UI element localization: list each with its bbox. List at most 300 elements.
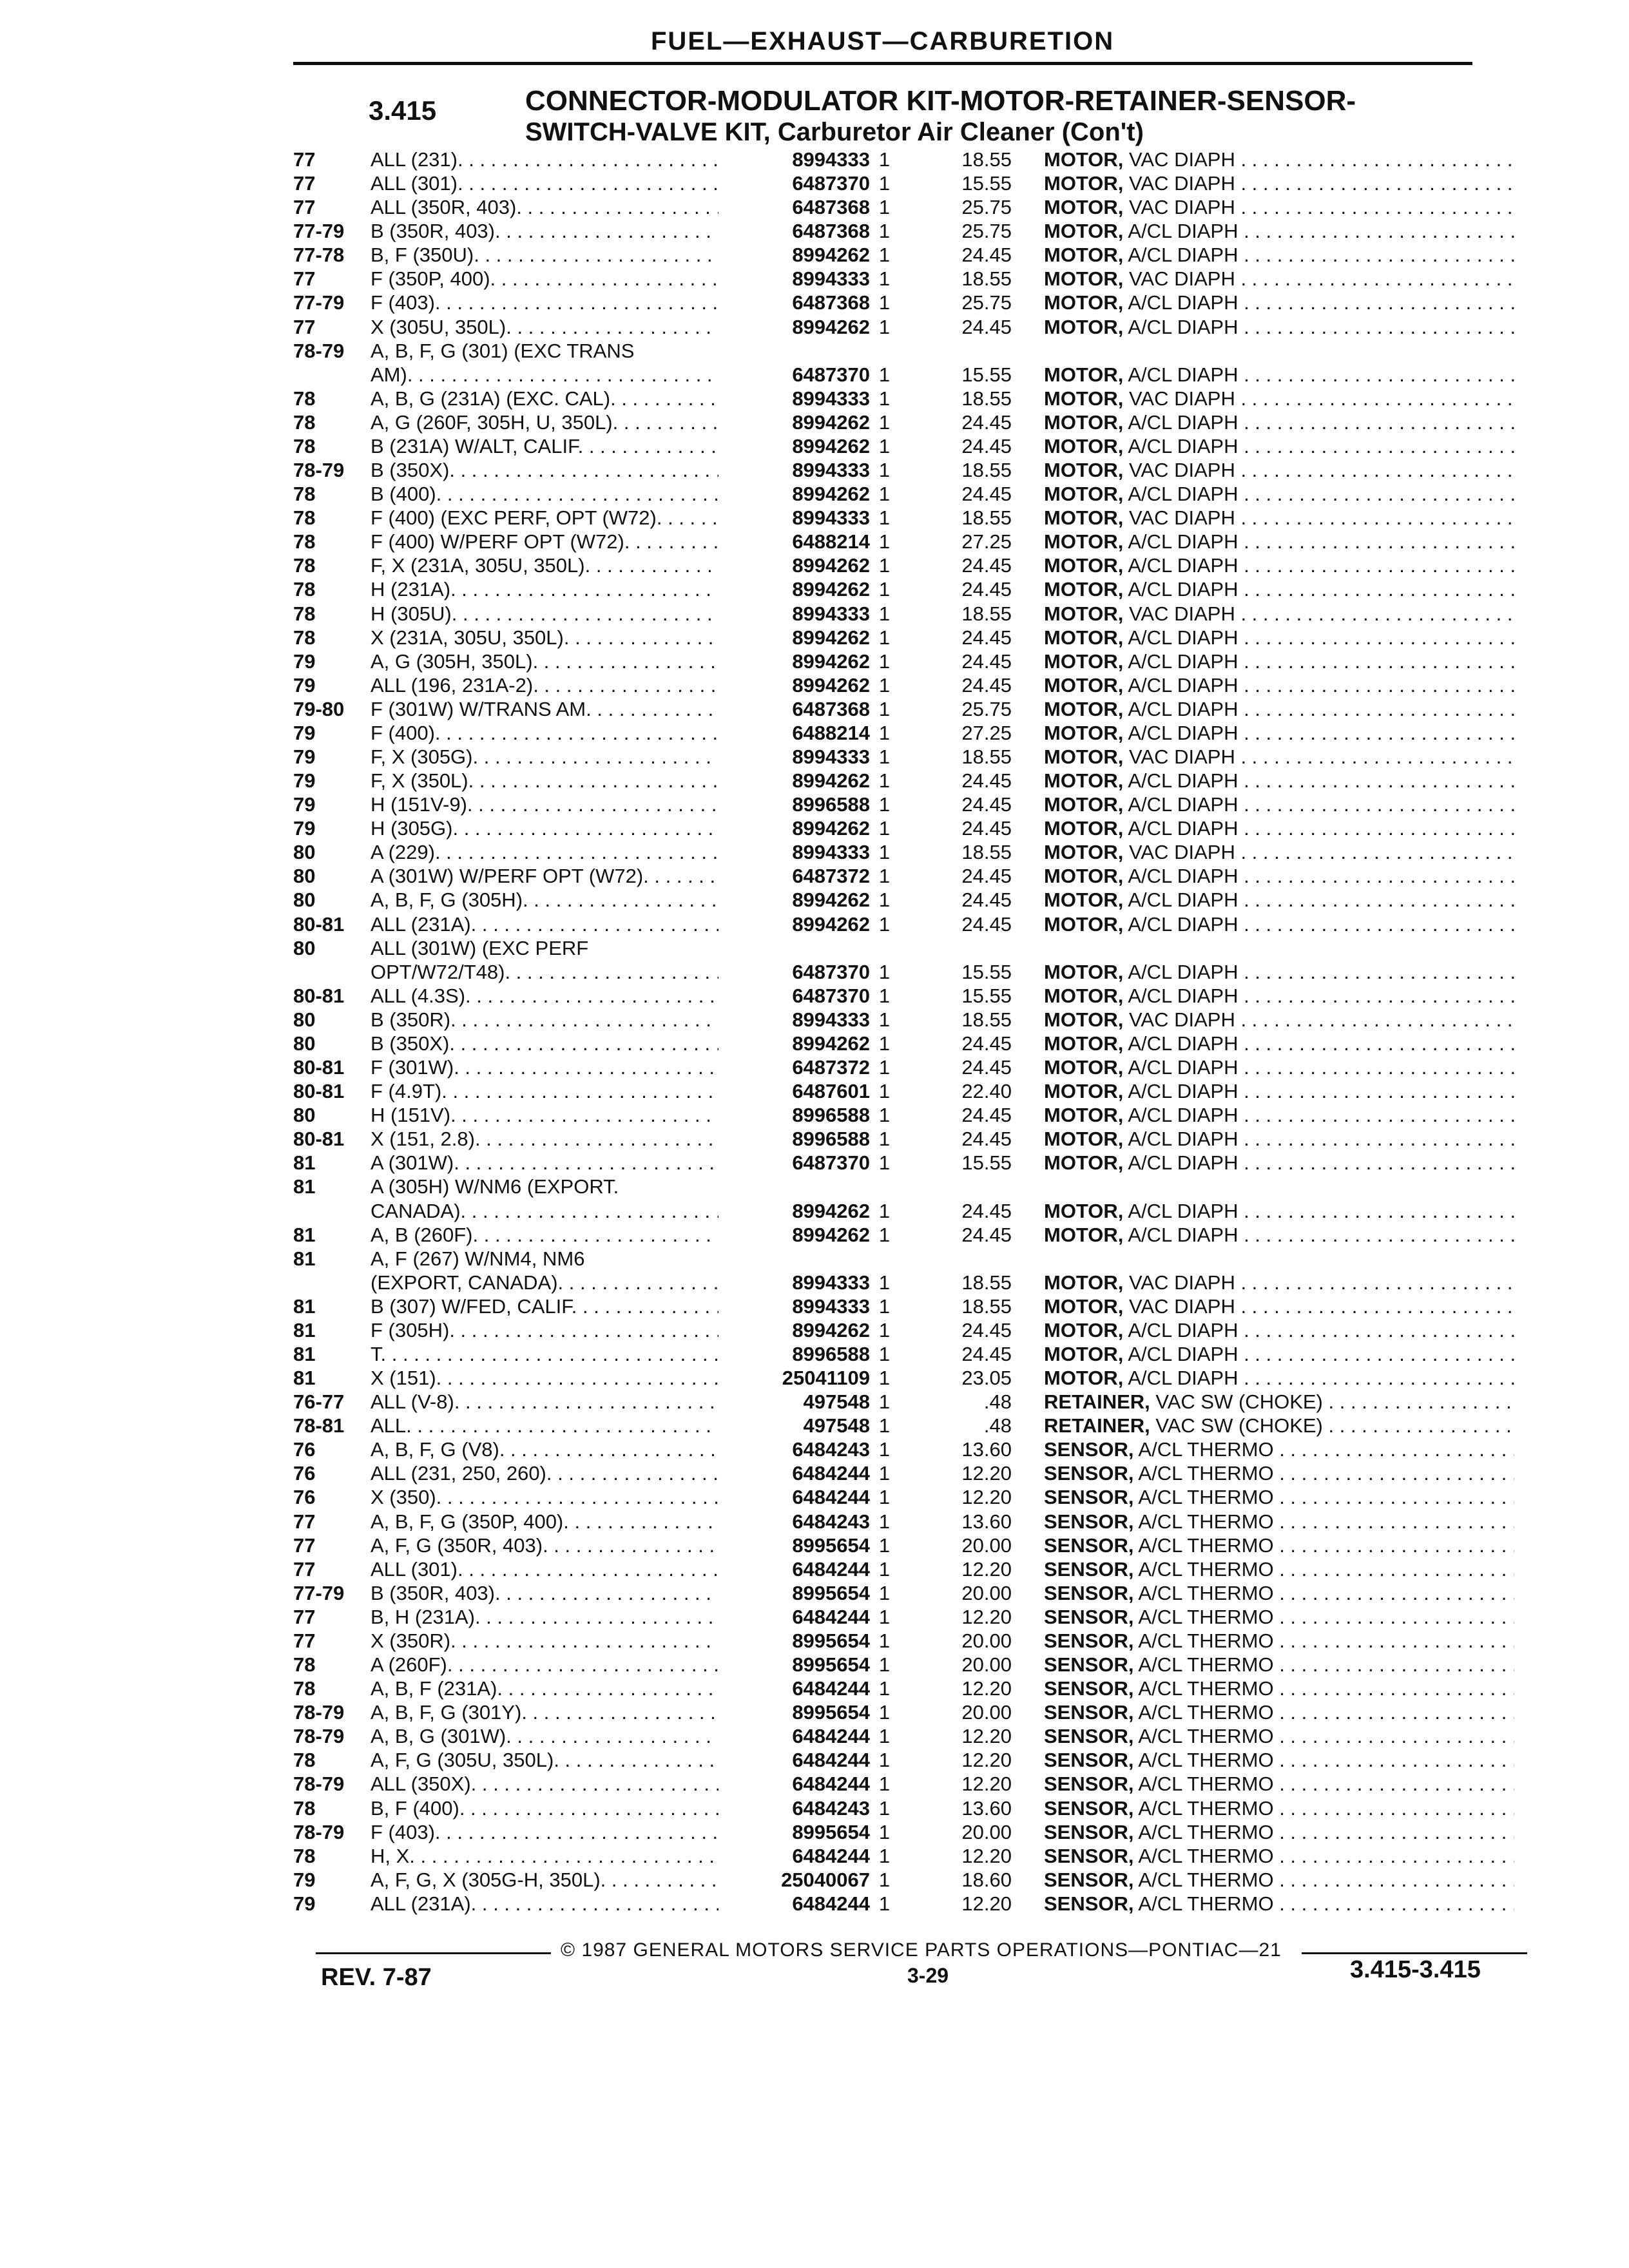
row-quantity: 1 (878, 459, 891, 482)
table-row (0, 1247, 1629, 1271)
row-price: 12.20 (961, 1557, 1012, 1581)
table-row (0, 220, 1629, 244)
row-part-number: 8996588 (792, 1343, 870, 1365)
row-quantity: 1 (878, 1749, 891, 1772)
row-part-number: 8994262 (792, 649, 870, 673)
row-part-number: 25041109 (782, 1367, 870, 1390)
row-application: ALL (231A) . . . (371, 1892, 718, 1916)
row-quantity: 1 (878, 1199, 891, 1222)
row-price: 18.55 (961, 1008, 1012, 1031)
table-row (0, 387, 1629, 411)
row-quantity: 1 (878, 1892, 891, 1915)
table-row (0, 459, 1629, 483)
row-quantity: 1 (878, 1367, 891, 1390)
row-description: MOTOR, A/CL DIAPH . . . (1044, 698, 1514, 721)
row-quantity: 1 (878, 291, 891, 314)
table-row (0, 745, 1629, 769)
row-part-number: 8994262 (792, 1032, 870, 1055)
row-price: 18.55 (961, 387, 1012, 410)
row-price: 25.75 (961, 220, 1012, 243)
row-description: MOTOR, A/CL DIAPH . . . (1044, 961, 1514, 984)
row-year: 78 (293, 530, 316, 553)
row-quantity: 1 (878, 673, 891, 697)
row-quantity: 1 (878, 244, 891, 267)
row-quantity: 1 (878, 554, 891, 577)
row-application: B (350X) . . . (371, 1032, 718, 1055)
row-application: F (4.9T) . . . (371, 1080, 718, 1103)
row-part-number: 8994262 (792, 889, 870, 912)
row-application: A, B, F, G (350P, 400) . . . (371, 1510, 718, 1533)
row-quantity: 1 (878, 745, 891, 768)
row-price: 12.20 (961, 1773, 1012, 1796)
row-part-number: 6484244 (792, 1557, 870, 1581)
row-quantity: 1 (878, 1343, 891, 1365)
row-quantity: 1 (878, 1701, 891, 1724)
table-row (0, 1869, 1629, 1892)
row-description: RETAINER, VAC SW (CHOKE) . . . (1044, 1414, 1514, 1437)
row-part-number: 497548 (803, 1390, 870, 1414)
row-application: H, X . . . (371, 1845, 718, 1868)
row-application: ALL (301W) (EXC PERF (371, 936, 589, 959)
row-year: 78-79 (293, 459, 345, 482)
row-application: B (350R, 403) . . . (371, 220, 718, 243)
row-application: (EXPORT, CANADA) . . . (371, 1271, 718, 1294)
row-price: 18.55 (961, 506, 1012, 530)
row-year: 80 (293, 889, 316, 912)
row-application: F (400) W/PERF OPT (W72) . . . (371, 530, 718, 553)
footer-revision: REV. 7-87 (321, 1964, 432, 1991)
table-row (0, 985, 1629, 1008)
table-row (0, 1056, 1629, 1080)
row-application: T . . . (371, 1343, 718, 1366)
row-description: SENSOR, A/CL THERMO . . . (1044, 1438, 1514, 1461)
row-price: 24.45 (961, 1032, 1012, 1055)
row-quantity: 1 (878, 387, 891, 410)
row-price: 24.45 (961, 1128, 1012, 1151)
table-row (0, 817, 1629, 841)
row-application: A, F (267) W/NM4, NM6 (371, 1247, 585, 1270)
row-part-number: 8994333 (792, 1008, 870, 1031)
row-year: 79 (293, 1892, 316, 1915)
row-part-number: 497548 (803, 1414, 870, 1437)
row-description: MOTOR, A/CL DIAPH . . . (1044, 1224, 1514, 1247)
row-price: 12.20 (961, 1892, 1012, 1915)
table-row (0, 1008, 1629, 1032)
row-part-number: 8994262 (792, 554, 870, 577)
row-price: 24.45 (961, 1056, 1012, 1079)
row-quantity: 1 (878, 912, 891, 936)
table-row (0, 1534, 1629, 1558)
row-quantity: 1 (878, 1008, 891, 1031)
table-row (0, 1128, 1629, 1151)
row-description: MOTOR, VAC DIAPH . . . (1044, 745, 1514, 769)
row-part-number: 8995654 (792, 1820, 870, 1843)
row-part-number: 6484244 (792, 1462, 870, 1485)
row-quantity: 1 (878, 1677, 891, 1700)
table-row (0, 626, 1629, 650)
row-part-number: 8994333 (792, 148, 870, 171)
row-part-number: 6484244 (792, 1844, 870, 1867)
row-year: 78 (293, 1749, 316, 1772)
row-part-number: 6487370 (792, 960, 870, 983)
row-price: 13.60 (961, 1796, 1012, 1820)
row-application: ALL (V-8) . . . (371, 1390, 718, 1414)
table-row (0, 1200, 1629, 1224)
row-description: SENSOR, A/CL THERMO . . . (1044, 1773, 1514, 1796)
row-price: .48 (983, 1390, 1012, 1414)
row-application: A, B, G (301W) . . . (371, 1725, 718, 1748)
row-application: F (305H) . . . (371, 1319, 718, 1342)
row-part-number: 6484244 (792, 1749, 870, 1772)
row-year: 78 (293, 1844, 316, 1867)
row-quantity: 1 (878, 602, 891, 625)
row-price: 24.45 (961, 865, 1012, 888)
row-part-number: 6487370 (792, 363, 870, 386)
table-row (0, 554, 1629, 578)
row-quantity: 1 (878, 1605, 891, 1628)
row-part-number: 6484244 (792, 1773, 870, 1796)
row-part-number: 6484244 (792, 1725, 870, 1748)
row-description: SENSOR, A/CL THERMO . . . (1044, 1725, 1514, 1748)
row-description: MOTOR, A/CL DIAPH . . . (1044, 674, 1514, 697)
footer-rule-right (1302, 1952, 1527, 1954)
table-row (0, 1367, 1629, 1390)
row-application: X (305U, 350L) . . . (371, 316, 718, 339)
row-part-number: 8996588 (792, 1128, 870, 1151)
row-application: A, G (305H, 350L) . . . (371, 650, 718, 673)
row-year: 81 (293, 1294, 316, 1318)
row-application: H (231A) . . . (371, 578, 718, 601)
row-year: 80 (293, 865, 316, 888)
row-description: MOTOR, A/CL DIAPH . . . (1044, 769, 1514, 793)
row-quantity: 1 (878, 1032, 891, 1055)
table-row (0, 1773, 1629, 1796)
table-row (0, 722, 1629, 745)
row-price: 13.60 (961, 1438, 1012, 1461)
row-application: F, X (231A, 305U, 350L) . . . (371, 554, 718, 577)
row-application: A (301W) W/PERF OPT (W72) . . . (371, 865, 718, 888)
row-quantity: 1 (878, 1844, 891, 1867)
row-year: 81 (293, 1151, 316, 1175)
row-application: F (301W) W/TRANS AM . . . (371, 698, 718, 721)
row-part-number: 8994262 (792, 315, 870, 338)
section-number: 3.415 (369, 95, 437, 126)
row-application: H (305U) . . . (371, 602, 718, 626)
row-application: F, X (305G) . . . (371, 745, 718, 769)
row-year: 78 (293, 434, 316, 457)
row-price: 15.55 (961, 960, 1012, 983)
row-part-number: 6484244 (792, 1677, 870, 1700)
row-part-number: 6484244 (792, 1892, 870, 1915)
row-year: 78-79 (293, 1773, 345, 1796)
table-row (0, 1032, 1629, 1056)
table-row (0, 1080, 1629, 1104)
row-application: H (305G) . . . (371, 817, 718, 840)
row-part-number: 6487368 (792, 291, 870, 314)
row-part-number: 8994262 (792, 817, 870, 840)
row-quantity: 1 (878, 1056, 891, 1079)
row-description: SENSOR, A/CL THERMO . . . (1044, 1749, 1514, 1772)
row-description: SENSOR, A/CL THERMO . . . (1044, 1701, 1514, 1724)
row-price: 25.75 (961, 697, 1012, 720)
table-row (0, 1677, 1629, 1701)
row-year: 81 (293, 1343, 316, 1365)
row-quantity: 1 (878, 1128, 891, 1151)
row-year: 78 (293, 554, 316, 577)
row-quantity: 1 (878, 530, 891, 553)
row-application: F (403) . . . (371, 291, 718, 314)
table-row (0, 148, 1629, 172)
table-row (0, 1821, 1629, 1845)
row-quantity: 1 (878, 1223, 891, 1246)
row-description: SENSOR, A/CL THERMO . . . (1044, 1892, 1514, 1916)
row-price: 18.55 (961, 459, 1012, 482)
row-price: 24.45 (961, 817, 1012, 840)
table-row (0, 1319, 1629, 1343)
table-row (0, 1629, 1629, 1653)
section-title-line1: CONNECTOR-MODULATOR KIT-MOTOR-RETAINER-SENSOR- (525, 85, 1356, 117)
row-description: MOTOR, A/CL DIAPH . . . (1044, 483, 1514, 506)
table-row (0, 196, 1629, 220)
row-application: X (231A, 305U, 350L) . . . (371, 626, 718, 649)
row-application: A, B, F, G (301) (EXC TRANS (371, 339, 635, 362)
row-quantity: 1 (878, 960, 891, 983)
table-row (0, 316, 1629, 340)
row-description: SENSOR, A/CL THERMO . . . (1044, 1510, 1514, 1533)
table-row (0, 1390, 1629, 1414)
table-row (0, 913, 1629, 937)
table-row (0, 1151, 1629, 1175)
row-quantity: 1 (878, 1796, 891, 1820)
table-row (0, 937, 1629, 961)
row-description: SENSOR, A/CL THERMO . . . (1044, 1845, 1514, 1868)
table-row (0, 244, 1629, 267)
table-row (0, 1558, 1629, 1582)
row-description: RETAINER, VAC SW (CHOKE) . . . (1044, 1390, 1514, 1414)
row-price: 20.00 (961, 1820, 1012, 1843)
row-quantity: 1 (878, 1390, 891, 1414)
row-application: ALL (301) . . . (371, 172, 718, 195)
row-application: A, B, F, G (V8) . . . (371, 1438, 718, 1461)
row-application: F, X (350L) . . . (371, 769, 718, 793)
row-quantity: 1 (878, 410, 891, 434)
row-application: X (151, 2.8) . . . (371, 1128, 718, 1151)
row-price: 12.20 (961, 1677, 1012, 1700)
row-year: 79 (293, 793, 316, 816)
row-year: 77 (293, 148, 316, 171)
row-year: 79-80 (293, 697, 345, 720)
row-price: 18.55 (961, 841, 1012, 864)
row-price: 24.45 (961, 1223, 1012, 1246)
row-application: B (307) W/FED, CALIF . . . (371, 1295, 718, 1318)
table-row (0, 172, 1629, 196)
table-row (0, 698, 1629, 722)
row-application: ALL . . . (371, 1414, 718, 1437)
row-part-number: 6484243 (792, 1510, 870, 1533)
row-part-number: 6487368 (792, 697, 870, 720)
row-description: MOTOR, A/CL DIAPH . . . (1044, 316, 1514, 339)
row-application: F (350P, 400) . . . (371, 267, 718, 291)
row-description: SENSOR, A/CL THERMO . . . (1044, 1653, 1514, 1677)
row-year: 78 (293, 578, 316, 601)
row-application: H (151V) . . . (371, 1104, 718, 1127)
row-description: SENSOR, A/CL THERMO . . . (1044, 1797, 1514, 1820)
row-description: MOTOR, A/CL DIAPH . . . (1044, 817, 1514, 840)
row-quantity: 1 (878, 817, 891, 840)
row-year: 78-81 (293, 1414, 345, 1437)
row-quantity: 1 (878, 363, 891, 386)
row-year: 79 (293, 673, 316, 697)
row-price: 13.60 (961, 1510, 1012, 1533)
row-description: MOTOR, A/CL DIAPH . . . (1044, 913, 1514, 936)
row-price: 20.00 (961, 1581, 1012, 1604)
row-year: 80-81 (293, 1056, 345, 1079)
row-part-number: 6487372 (792, 865, 870, 888)
table-row (0, 1175, 1629, 1199)
row-part-number: 6487368 (792, 220, 870, 243)
row-price: 18.55 (961, 267, 1012, 291)
row-application: X (350) . . . (371, 1486, 718, 1509)
row-application: F (403) . . . (371, 1821, 718, 1844)
row-price: 24.45 (961, 769, 1012, 793)
row-application: B, F (350U) . . . (371, 244, 718, 267)
row-price: 24.45 (961, 1343, 1012, 1365)
row-description: MOTOR, A/CL DIAPH . . . (1044, 1343, 1514, 1366)
row-quantity: 1 (878, 984, 891, 1007)
row-price: 18.60 (961, 1868, 1012, 1891)
row-description: MOTOR, A/CL DIAPH . . . (1044, 650, 1514, 673)
row-price: .48 (983, 1414, 1012, 1437)
row-description: MOTOR, A/CL DIAPH . . . (1044, 554, 1514, 577)
row-part-number: 8994333 (792, 745, 870, 768)
row-part-number: 8994262 (792, 912, 870, 936)
row-quantity: 1 (878, 1557, 891, 1581)
row-description: MOTOR, A/CL DIAPH . . . (1044, 985, 1514, 1008)
row-description: MOTOR, A/CL DIAPH . . . (1044, 793, 1514, 816)
row-year: 78 (293, 1677, 316, 1700)
row-application: ALL (231A) . . . (371, 913, 718, 936)
row-year: 78-79 (293, 339, 345, 362)
row-price: 27.25 (961, 530, 1012, 553)
row-application: X (151) . . . (371, 1367, 718, 1390)
row-description: SENSOR, A/CL THERMO . . . (1044, 1582, 1514, 1605)
row-price: 24.45 (961, 793, 1012, 816)
row-quantity: 1 (878, 865, 891, 888)
row-year: 77 (293, 172, 316, 195)
row-part-number: 6484244 (792, 1605, 870, 1628)
row-price: 24.45 (961, 889, 1012, 912)
row-price: 20.00 (961, 1701, 1012, 1724)
row-description: MOTOR, A/CL DIAPH . . . (1044, 1080, 1514, 1103)
row-year: 76-77 (293, 1390, 345, 1414)
row-quantity: 1 (878, 1318, 891, 1341)
table-row (0, 769, 1629, 793)
row-part-number: 8995654 (792, 1533, 870, 1557)
table-row (0, 1749, 1629, 1773)
row-description: MOTOR, A/CL DIAPH . . . (1044, 363, 1514, 387)
row-price: 24.45 (961, 315, 1012, 338)
row-quantity: 1 (878, 1438, 891, 1461)
row-part-number: 8994333 (792, 459, 870, 482)
row-description: SENSOR, A/CL THERMO . . . (1044, 1821, 1514, 1844)
row-application: A, B, F, G (301Y) . . . (371, 1701, 718, 1724)
row-year: 78-79 (293, 1725, 345, 1748)
row-year: 77 (293, 1557, 316, 1581)
row-application: ALL (231, 250, 260) . . . (371, 1462, 718, 1485)
row-year: 80-81 (293, 984, 345, 1007)
row-part-number: 6487370 (792, 984, 870, 1007)
row-year: 78 (293, 1796, 316, 1820)
row-quantity: 1 (878, 1080, 891, 1103)
row-description: MOTOR, A/CL DIAPH . . . (1044, 1319, 1514, 1342)
row-description: MOTOR, VAC DIAPH . . . (1044, 506, 1514, 530)
row-part-number: 6487368 (792, 196, 870, 219)
table-row (0, 650, 1629, 674)
row-description: MOTOR, VAC DIAPH . . . (1044, 602, 1514, 626)
row-year: 78 (293, 387, 316, 410)
row-year: 78 (293, 602, 316, 625)
row-quantity: 1 (878, 1533, 891, 1557)
row-description: MOTOR, A/CL DIAPH . . . (1044, 722, 1514, 745)
row-description: MOTOR, VAC DIAPH . . . (1044, 387, 1514, 410)
row-description: MOTOR, A/CL DIAPH . . . (1044, 1128, 1514, 1151)
row-part-number: 8995654 (792, 1701, 870, 1724)
row-description: MOTOR, A/CL DIAPH . . . (1044, 1151, 1514, 1175)
row-description: MOTOR, VAC DIAPH . . . (1044, 148, 1514, 171)
footer-rule-left (316, 1952, 551, 1954)
table-row (0, 674, 1629, 698)
table-row (0, 1343, 1629, 1367)
row-quantity: 1 (878, 315, 891, 338)
row-year: 78-79 (293, 1820, 345, 1843)
row-year: 77-78 (293, 244, 345, 267)
row-application: AM) . . . (371, 363, 718, 387)
row-year: 79 (293, 649, 316, 673)
row-price: 24.45 (961, 244, 1012, 267)
row-year: 76 (293, 1486, 316, 1509)
row-part-number: 8994262 (792, 578, 870, 601)
row-price: 12.20 (961, 1725, 1012, 1748)
row-price: 24.45 (961, 1318, 1012, 1341)
row-part-number: 6484243 (792, 1438, 870, 1461)
row-part-number: 8994333 (792, 841, 870, 864)
row-application: X (350R) . . . (371, 1629, 718, 1653)
row-year: 78 (293, 506, 316, 530)
row-application: ALL (350X) . . . (371, 1773, 718, 1796)
row-year: 80 (293, 936, 316, 959)
table-row (0, 602, 1629, 626)
row-application: A, B (260F) . . . (371, 1224, 718, 1247)
row-application: A, B, F (231A) . . . (371, 1677, 718, 1700)
row-description: MOTOR, A/CL DIAPH . . . (1044, 530, 1514, 553)
row-price: 20.00 (961, 1533, 1012, 1557)
table-row (0, 865, 1629, 889)
row-price: 25.75 (961, 196, 1012, 219)
row-price: 15.55 (961, 984, 1012, 1007)
row-application: A, F, G, X (305G-H, 350L) . . . (371, 1869, 718, 1892)
table-row (0, 1653, 1629, 1677)
row-description: MOTOR, VAC DIAPH . . . (1044, 841, 1514, 864)
row-price: 20.00 (961, 1653, 1012, 1677)
row-part-number: 8994262 (792, 769, 870, 793)
row-quantity: 1 (878, 220, 891, 243)
row-description: MOTOR, A/CL DIAPH . . . (1044, 889, 1514, 912)
row-quantity: 1 (878, 721, 891, 744)
row-application: A (305H) W/NM6 (EXPORT. (371, 1175, 619, 1198)
table-row (0, 1510, 1629, 1534)
table-row (0, 340, 1629, 363)
row-quantity: 1 (878, 1653, 891, 1677)
